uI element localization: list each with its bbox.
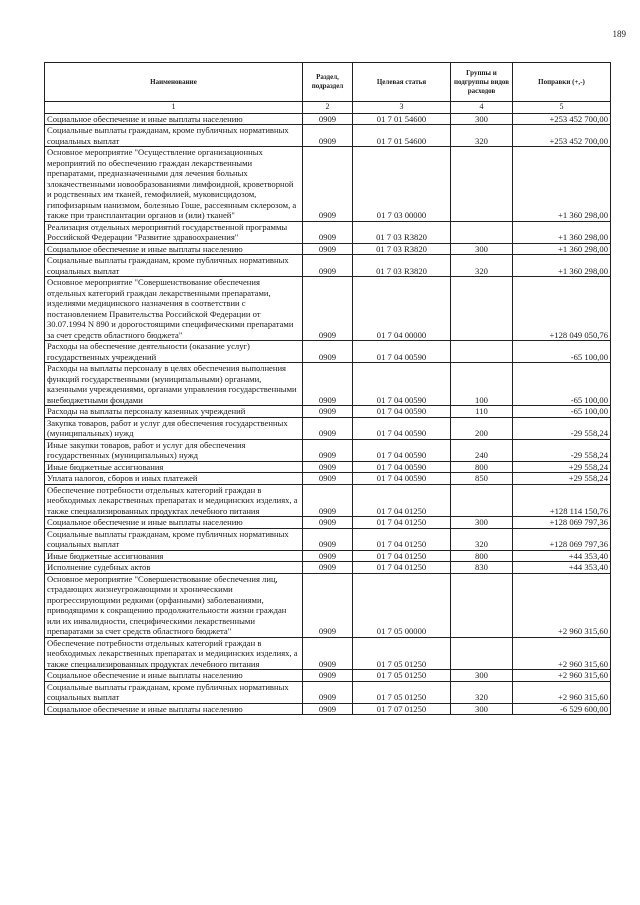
row-amount: +1 360 298,00: [513, 243, 611, 255]
table-row: [45, 255, 611, 277]
row-name: Расходы на выплаты персоналу казенных учреждений: [45, 406, 303, 418]
row-name: Закупка товаров, работ и услуг для обеспечения государственных (муниципальных) нужд: [45, 417, 303, 439]
row-name: Социальное обеспечение и иные выплаты населению: [45, 517, 303, 529]
row-section: 0909: [303, 113, 353, 125]
row-article: 01 7 03 R3820: [353, 243, 451, 255]
row-section: 0909: [303, 681, 353, 703]
row-group: 850: [451, 473, 513, 485]
table-row: [45, 550, 611, 562]
row-name: Социальное обеспечение и иные выплаты населению: [45, 670, 303, 682]
row-amount: +2 960 315,60: [513, 670, 611, 682]
row-group: 800: [451, 461, 513, 473]
row-name: Уплата налогов, сборов и иных платежей: [45, 473, 303, 485]
row-article: 01 7 04 01250: [353, 528, 451, 550]
row-section: 0909: [303, 670, 353, 682]
row-section: 0909: [303, 637, 353, 670]
row-name: Расходы на выплаты персоналу в целях обеспечения выполнения функций государственными (муниципальными) органами, казенными учреждениями, органами управления государственными внебюджетными фондами: [45, 363, 303, 406]
row-amount: +29 558,24: [513, 461, 611, 473]
table-row: [45, 461, 611, 473]
row-amount: +1 360 298,00: [513, 221, 611, 243]
row-group: 320: [451, 255, 513, 277]
table-body: [45, 113, 611, 715]
row-article: 01 7 04 01250: [353, 550, 451, 562]
row-group: 320: [451, 528, 513, 550]
row-amount: +128 069 797,36: [513, 517, 611, 529]
column-number-row: [45, 102, 611, 114]
row-amount: -6 529 600,00: [513, 703, 611, 715]
table-row: [45, 243, 611, 255]
column-number: 4: [451, 102, 513, 114]
row-group: 240: [451, 439, 513, 461]
row-amount: -65 100,00: [513, 363, 611, 406]
table-row: [45, 363, 611, 406]
row-amount: +44 353,40: [513, 562, 611, 574]
row-amount: -65 100,00: [513, 406, 611, 418]
row-name: Социальные выплаты гражданам, кроме публичных нормативных социальных выплат: [45, 528, 303, 550]
table-row: [45, 277, 611, 341]
row-amount: +128 049 050,76: [513, 277, 611, 341]
row-group: 300: [451, 703, 513, 715]
row-section: 0909: [303, 562, 353, 574]
row-name: Иные бюджетные ассигнования: [45, 550, 303, 562]
row-name: Социальное обеспечение и иные выплаты населению: [45, 703, 303, 715]
header-groups: Группы и подгруппы видов расходов: [451, 63, 513, 102]
row-section: 0909: [303, 406, 353, 418]
header-row: [45, 63, 611, 102]
table-row: [45, 125, 611, 147]
row-group: [451, 341, 513, 363]
row-amount: +128 114 150,76: [513, 484, 611, 517]
row-section: 0909: [303, 484, 353, 517]
row-article: 01 7 01 54600: [353, 125, 451, 147]
row-section: 0909: [303, 221, 353, 243]
row-section: 0909: [303, 125, 353, 147]
row-group: [451, 484, 513, 517]
table-row: [45, 113, 611, 125]
row-name: Социальные выплаты гражданам, кроме публичных нормативных социальных выплат: [45, 681, 303, 703]
header-article: Целевая статья: [353, 63, 451, 102]
row-group: [451, 637, 513, 670]
row-article: 01 7 04 01250: [353, 562, 451, 574]
row-name: Основное мероприятие "Совершенствование обеспечения лиц, страдающих жизнеугрожающими и хроническими прогрессирующими редкими (орфанными) заболеваниями, приводящими к сокращению продолжительности жизни граждан или их инвалидности, специфическими лекарственными препаратами за счет средств областного бюджета": [45, 573, 303, 637]
row-amount: +29 558,24: [513, 473, 611, 485]
row-article: 01 7 01 54600: [353, 113, 451, 125]
page-number: 189: [612, 29, 626, 39]
row-article: 01 7 04 00590: [353, 461, 451, 473]
row-article: 01 7 07 01250: [353, 703, 451, 715]
row-article: 01 7 03 R3820: [353, 221, 451, 243]
row-group: 100: [451, 363, 513, 406]
table-row: [45, 703, 611, 715]
row-article: 01 7 04 00590: [353, 473, 451, 485]
table-row: [45, 417, 611, 439]
row-name: Обеспечение потребности отдельных категорий граждан в необходимых лекарственных препаратах и медицинских изделиях, а также специализированных продуктах лечебного питания: [45, 637, 303, 670]
row-article: 01 7 05 00000: [353, 573, 451, 637]
header-amendments: Поправки (+,-): [513, 63, 611, 102]
row-name: Обеспечение потребности отдельных категорий граждан в необходимых лекарственных препаратах и медицинских изделиях, а также специализированных продуктах лечебного питания: [45, 484, 303, 517]
row-group: 300: [451, 243, 513, 255]
row-section: 0909: [303, 528, 353, 550]
table-row: [45, 221, 611, 243]
header-section: Раздел, подраздел: [303, 63, 353, 102]
row-group: 830: [451, 562, 513, 574]
row-article: 01 7 04 00590: [353, 363, 451, 406]
column-number: 5: [513, 102, 611, 114]
row-name: Реализация отдельных мероприятий государственной программы Российской Федерации "Развитие здравоохранения": [45, 221, 303, 243]
table-row: [45, 517, 611, 529]
row-name: Исполнение судебных актов: [45, 562, 303, 574]
row-section: 0909: [303, 473, 353, 485]
row-amount: +253 452 700,00: [513, 113, 611, 125]
row-section: 0909: [303, 277, 353, 341]
row-group: [451, 573, 513, 637]
table-row: [45, 439, 611, 461]
table-row: [45, 670, 611, 682]
row-amount: +2 960 315,60: [513, 681, 611, 703]
row-name: Социальное обеспечение и иные выплаты населению: [45, 243, 303, 255]
row-section: 0909: [303, 461, 353, 473]
row-amount: +1 360 298,00: [513, 147, 611, 222]
row-group: 320: [451, 125, 513, 147]
row-section: 0909: [303, 703, 353, 715]
column-number: 2: [303, 102, 353, 114]
row-name: Иные бюджетные ассигнования: [45, 461, 303, 473]
row-article: 01 7 04 00590: [353, 417, 451, 439]
row-group: 320: [451, 681, 513, 703]
row-group: 200: [451, 417, 513, 439]
row-amount: +1 360 298,00: [513, 255, 611, 277]
row-group: [451, 221, 513, 243]
row-article: 01 7 04 00590: [353, 341, 451, 363]
row-group: 300: [451, 670, 513, 682]
row-article: 01 7 04 01250: [353, 517, 451, 529]
row-amount: +2 960 315,60: [513, 573, 611, 637]
row-article: 01 7 05 01250: [353, 637, 451, 670]
row-article: 01 7 04 00000: [353, 277, 451, 341]
row-section: 0909: [303, 417, 353, 439]
row-article: 01 7 04 01250: [353, 484, 451, 517]
header-name: Наименование: [45, 63, 303, 102]
table-row: [45, 637, 611, 670]
table-row: [45, 147, 611, 222]
row-amount: -29 558,24: [513, 439, 611, 461]
row-section: 0909: [303, 550, 353, 562]
table-row: [45, 484, 611, 517]
table-row: [45, 341, 611, 363]
table-row: [45, 473, 611, 485]
row-section: 0909: [303, 573, 353, 637]
row-group: 300: [451, 517, 513, 529]
row-section: 0909: [303, 363, 353, 406]
row-amount: +44 353,40: [513, 550, 611, 562]
row-name: Основное мероприятие "Совершенствование обеспечения отдельных категорий граждан лекарственными препаратами, изделиями медицинского назначения в соответствии с постановлением Правительства Российской Федерации от 30.07.1994 N 890 и дорогостоящими специфическими препаратами за счет средств областного бюджета": [45, 277, 303, 341]
row-group: 110: [451, 406, 513, 418]
row-article: 01 7 04 00590: [353, 439, 451, 461]
row-name: Иные закупки товаров, работ и услуг для обеспечения государственных (муниципальных) нужд: [45, 439, 303, 461]
row-name: Основное мероприятие "Осуществление организационных мероприятий по обеспечению граждан лекарственными препаратами, предназначенными для лечения больных злокачественными новообразованиями лимфоидной, кроветворной и родственных им тканей, гемофилией, муковисцидозом, гипофизарным нанизмом, болезнью Гоше, рассеянным склерозом, а также при трансплантации органов и (или) тканей": [45, 147, 303, 222]
row-article: 01 7 03 00000: [353, 147, 451, 222]
table-row: [45, 681, 611, 703]
row-section: 0909: [303, 341, 353, 363]
row-name: Социальные выплаты гражданам, кроме публичных нормативных социальных выплат: [45, 255, 303, 277]
row-group: 800: [451, 550, 513, 562]
row-name: Социальное обеспечение и иные выплаты населению: [45, 113, 303, 125]
row-article: 01 7 05 01250: [353, 681, 451, 703]
budget-amendments-table: [44, 62, 611, 715]
row-amount: -65 100,00: [513, 341, 611, 363]
row-article: 01 7 05 01250: [353, 670, 451, 682]
row-section: 0909: [303, 243, 353, 255]
row-name: Социальные выплаты гражданам, кроме публичных нормативных социальных выплат: [45, 125, 303, 147]
row-amount: +128 069 797,36: [513, 528, 611, 550]
table-row: [45, 406, 611, 418]
row-amount: +253 452 700,00: [513, 125, 611, 147]
row-article: 01 7 03 R3820: [353, 255, 451, 277]
column-number: 1: [45, 102, 303, 114]
row-section: 0909: [303, 517, 353, 529]
row-article: 01 7 04 00590: [353, 406, 451, 418]
row-amount: +2 960 315,60: [513, 637, 611, 670]
table-row: [45, 562, 611, 574]
row-section: 0909: [303, 255, 353, 277]
column-number: 3: [353, 102, 451, 114]
row-section: 0909: [303, 147, 353, 222]
row-name: Расходы на обеспечение деятельности (оказание услуг) государственных учреждений: [45, 341, 303, 363]
row-group: 300: [451, 113, 513, 125]
row-amount: -29 558,24: [513, 417, 611, 439]
row-group: [451, 147, 513, 222]
row-section: 0909: [303, 439, 353, 461]
table-row: [45, 528, 611, 550]
row-group: [451, 277, 513, 341]
table-row: [45, 573, 611, 637]
